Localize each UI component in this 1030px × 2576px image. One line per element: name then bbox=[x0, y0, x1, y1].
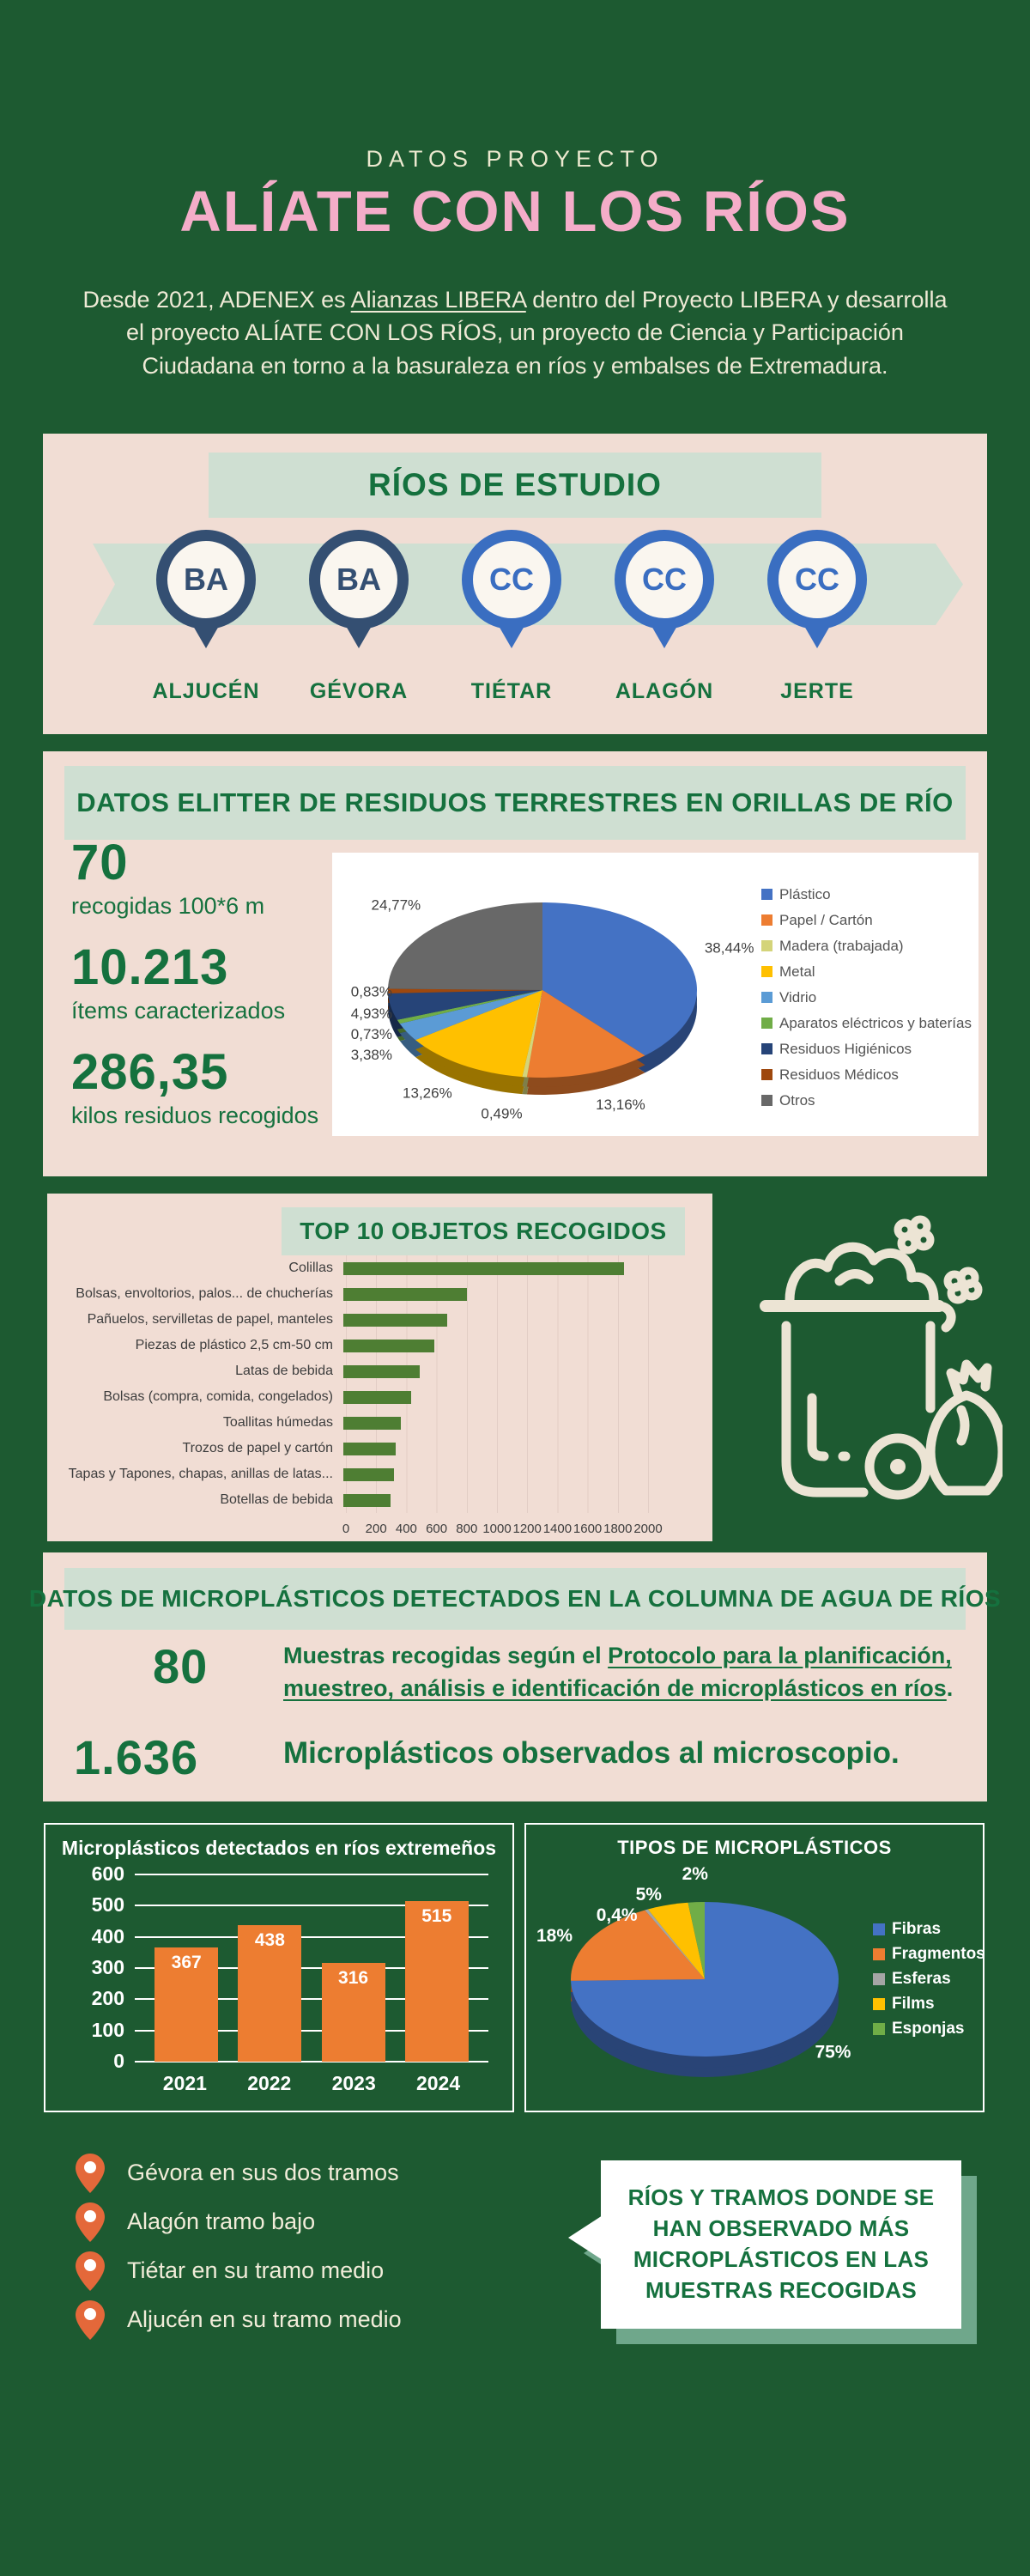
samples-after: . bbox=[946, 1674, 954, 1701]
y-axis-label: 300 bbox=[91, 1956, 124, 1978]
micro-title-banner bbox=[28, 1568, 1002, 1630]
top10-row bbox=[64, 1255, 700, 1281]
location-label: Gévora en sus dos tramos bbox=[127, 2160, 399, 2185]
intro-text bbox=[77, 283, 953, 382]
river-pin-code: CC bbox=[642, 562, 687, 597]
stat-block bbox=[71, 939, 329, 1024]
top10-bar bbox=[343, 1340, 434, 1352]
top10-title-banner bbox=[282, 1207, 685, 1255]
tipos-pie-panel bbox=[524, 1823, 985, 2112]
legend-swatch bbox=[761, 1043, 772, 1054]
micro-panel bbox=[28, 1552, 1002, 1801]
top10-panel bbox=[47, 1194, 712, 1541]
elitter-panel bbox=[43, 751, 987, 1176]
y-axis-label: 100 bbox=[91, 2018, 124, 2041]
top10-category-label: Pañuelos, servilletas de papel, manteles bbox=[87, 1312, 333, 1327]
top10-bar bbox=[343, 1417, 401, 1430]
samples-before: Muestras recogidas según el bbox=[283, 1643, 609, 1668]
map-pin-icon bbox=[76, 2202, 105, 2242]
y-axis-label: 400 bbox=[91, 1924, 124, 1947]
map-pin-icon bbox=[76, 2251, 105, 2291]
top10-track bbox=[343, 1340, 645, 1352]
top10-track bbox=[343, 1262, 645, 1275]
top10-bar bbox=[343, 1391, 411, 1404]
legend-label: Residuos Higiénicos bbox=[779, 1041, 912, 1057]
top10-rows bbox=[64, 1255, 700, 1513]
top10-bar bbox=[343, 1443, 396, 1455]
top10-axis-ticks bbox=[47, 1522, 712, 1539]
top10-category-label: Tapas y Tapones, chapas, anillas de latas... bbox=[68, 1467, 333, 1481]
stat-label: kilos residuos recogidos bbox=[71, 1102, 319, 1128]
elitter-title: DATOS ELITTER DE RESIDUOS TERRESTRES EN ORILLAS DE RÍO bbox=[76, 787, 954, 817]
location-item bbox=[76, 2154, 556, 2192]
top10-row bbox=[64, 1358, 700, 1384]
tipos-pie-chart bbox=[533, 1857, 868, 2111]
top10-category-label: Bolsas, envoltorios, palos... de chucherías bbox=[76, 1286, 333, 1301]
bar-value-label: 316 bbox=[338, 1968, 369, 1988]
axis-tick-label: 1800 bbox=[603, 1522, 633, 1536]
pie-data-label: 4,93% bbox=[350, 1005, 392, 1022]
micro-bars bbox=[135, 1874, 488, 2062]
alianzas-libera-link[interactable]: Alianzas LIBERA bbox=[350, 287, 526, 313]
legend-item bbox=[873, 1946, 985, 1962]
map-pin-tail-icon bbox=[193, 626, 219, 648]
map-pin-icon bbox=[76, 2154, 105, 2193]
river-pin-code: CC bbox=[489, 562, 534, 597]
pie-data-label: 5% bbox=[635, 1885, 662, 1905]
legend-item bbox=[761, 964, 972, 979]
year-label: 2022 bbox=[247, 2072, 292, 2094]
pie-data-label: 0,4% bbox=[596, 1905, 638, 1926]
map-pin-icon bbox=[767, 530, 867, 629]
legend-label: Papel / Cartón bbox=[779, 912, 873, 928]
legend-label: Films bbox=[892, 1995, 935, 2013]
legend-label: Fibras bbox=[892, 1920, 942, 1938]
top10-row bbox=[64, 1436, 700, 1461]
top10-row bbox=[64, 1307, 700, 1333]
river-pin bbox=[615, 530, 714, 648]
legend-item bbox=[873, 2020, 985, 2037]
legend-item bbox=[761, 1042, 972, 1056]
legend-swatch bbox=[761, 992, 772, 1003]
pie-data-label: 18% bbox=[536, 1926, 573, 1947]
legend-swatch bbox=[873, 2023, 885, 2035]
rivers-title: RÍOS DE ESTUDIO bbox=[368, 467, 662, 502]
tipos-legend bbox=[873, 1921, 985, 2045]
top10-track bbox=[343, 1417, 645, 1430]
micro-title: DATOS DE MICROPLÁSTICOS DETECTADOS EN LA COLUMNA DE AGUA DE RÍOS bbox=[28, 1585, 1002, 1612]
river-name: ALJUCÉN bbox=[152, 679, 260, 703]
legend-label: Metal bbox=[779, 963, 815, 980]
location-label: Alagón tramo bajo bbox=[127, 2208, 316, 2234]
year-label: 2024 bbox=[415, 2072, 461, 2094]
protocolo-link[interactable]: Protocolo para la planificación, muestreo, análisis e identificación de microplásticos en ríos bbox=[283, 1643, 952, 1701]
rivers-title-banner bbox=[209, 453, 821, 518]
top10-bar bbox=[343, 1468, 394, 1481]
map-pin-icon bbox=[309, 530, 409, 629]
map-pin-tail-icon bbox=[499, 626, 524, 648]
top10-bar bbox=[343, 1314, 447, 1327]
top10-category-label: Colillas bbox=[288, 1261, 333, 1275]
legend-swatch bbox=[761, 966, 772, 977]
river-pin bbox=[156, 530, 256, 648]
legend-swatch bbox=[761, 1095, 772, 1106]
top10-row bbox=[64, 1410, 700, 1436]
map-pin-icon bbox=[156, 530, 256, 629]
pie-data-label: 13,26% bbox=[403, 1084, 452, 1102]
pie-data-label: 24,77% bbox=[371, 896, 421, 914]
trash-illustration bbox=[736, 1204, 1003, 1530]
stat-value: 10.213 bbox=[71, 939, 229, 995]
top10-track bbox=[343, 1365, 645, 1378]
top10-category-label: Toallitas húmedas bbox=[222, 1415, 333, 1430]
micro-bar bbox=[154, 1947, 218, 2062]
map-pin-icon bbox=[76, 2300, 105, 2340]
year-label: 2021 bbox=[162, 2072, 207, 2094]
legend-swatch bbox=[761, 1018, 772, 1029]
bar-value-label: 515 bbox=[421, 1906, 452, 1926]
river-name: ALAGÓN bbox=[615, 679, 714, 703]
bar-value-label: 367 bbox=[171, 1953, 202, 1972]
legend-label: Residuos Médicos bbox=[779, 1066, 899, 1083]
legend-item bbox=[873, 1996, 985, 2012]
legend-swatch bbox=[873, 1923, 885, 1935]
elitter-stats bbox=[71, 837, 329, 1151]
map-pin-icon bbox=[615, 530, 714, 629]
map-pin-tail-icon bbox=[346, 626, 372, 648]
river-pin bbox=[462, 530, 561, 648]
top10-category-label: Trozos de papel y cartón bbox=[182, 1441, 333, 1455]
axis-tick-label: 2000 bbox=[633, 1522, 663, 1536]
top10-bar bbox=[343, 1262, 624, 1275]
pie-data-label: 0,73% bbox=[350, 1025, 392, 1042]
y-axis-label: 500 bbox=[91, 1893, 124, 1917]
y-axis-label: 600 bbox=[91, 1862, 124, 1885]
legend-item bbox=[761, 990, 972, 1005]
river-pin-code: BA bbox=[184, 562, 228, 597]
legend-label: Plástico bbox=[779, 886, 831, 902]
river-name: TIÉTAR bbox=[470, 679, 553, 703]
bar-value-label: 438 bbox=[254, 1930, 285, 1950]
river-name: JERTE bbox=[780, 679, 854, 703]
river-pin bbox=[767, 530, 867, 648]
stat-block bbox=[71, 837, 329, 920]
top10-bar bbox=[343, 1365, 420, 1378]
top10-track bbox=[343, 1314, 645, 1327]
top10-category-label: Latas de bebida bbox=[235, 1364, 333, 1378]
top10-category-label: Botellas de bebida bbox=[220, 1492, 333, 1507]
axis-tick-label: 1000 bbox=[482, 1522, 512, 1536]
top10-bar bbox=[343, 1288, 467, 1301]
micro-bar bbox=[405, 1901, 469, 2062]
axis-tick-label: 200 bbox=[365, 1522, 387, 1536]
y-axis-label: 0 bbox=[113, 2050, 124, 2072]
stat-value: 70 bbox=[71, 835, 129, 890]
river-pin-code: CC bbox=[795, 562, 839, 597]
legend-label: Esponjas bbox=[892, 2020, 965, 2038]
location-item bbox=[76, 2251, 556, 2290]
axis-tick-label: 1200 bbox=[512, 1522, 542, 1536]
river-pin bbox=[309, 530, 409, 648]
legend-item bbox=[873, 1971, 985, 1987]
micro-bar-plot bbox=[135, 1874, 488, 2062]
stat-value: 286,35 bbox=[71, 1043, 229, 1100]
legend-label: Aparatos eléctricos y baterías bbox=[779, 1015, 972, 1031]
legend-item bbox=[873, 1921, 985, 1937]
legend-item bbox=[761, 1067, 972, 1082]
river-pin-code: BA bbox=[336, 562, 381, 597]
stat-label: recogidas 100*6 m bbox=[71, 892, 265, 919]
intro-after: dentro del Proyecto LIBERA y desarrolla el proyecto ALÍATE CON LOS RÍOS, un proyecto de Ciencia y Participación Ciudadana en torno a la basuraleza en ríos y embalses de Extremadura. bbox=[126, 287, 948, 379]
legend-label: Vidrio bbox=[779, 989, 817, 1005]
micro-bar bbox=[322, 1963, 385, 2062]
top10-track bbox=[343, 1288, 645, 1301]
legend-item bbox=[761, 913, 972, 927]
legend-swatch bbox=[761, 889, 772, 900]
map-pin-tail-icon bbox=[804, 626, 830, 648]
pie-data-label: 3,38% bbox=[350, 1046, 392, 1063]
observed-stat-value: 1.636 bbox=[74, 1730, 199, 1784]
top10-row bbox=[64, 1281, 700, 1307]
legend-item bbox=[761, 887, 972, 902]
top10-title: TOP 10 OBJETOS RECOGIDOS bbox=[300, 1218, 667, 1244]
bubble-text: RÍOS Y TRAMOS DONDE SE HAN OBSERVADO MÁS MICROPLÁSTICOS EN LAS MUESTRAS RECOGIDAS bbox=[627, 2184, 935, 2303]
legend-swatch bbox=[873, 1973, 885, 1985]
top10-track bbox=[343, 1494, 645, 1507]
legend-swatch bbox=[761, 1069, 772, 1080]
tipos-pie-title: TIPOS DE MICROPLÁSTICOS bbox=[617, 1837, 892, 1858]
pie-data-label: 13,16% bbox=[596, 1097, 645, 1114]
residuos-chart-card bbox=[332, 853, 978, 1136]
legend-label: Esferas bbox=[892, 1970, 951, 1988]
micro-bar-panel bbox=[44, 1823, 514, 2112]
pie-data-label: 2% bbox=[682, 1864, 708, 1885]
legend-label: Madera (trabajada) bbox=[779, 938, 904, 954]
stat-block bbox=[71, 1043, 329, 1129]
elitter-title-banner bbox=[64, 766, 966, 840]
location-item bbox=[76, 2202, 556, 2241]
axis-tick-label: 800 bbox=[456, 1522, 478, 1536]
river-name: GÉVORA bbox=[309, 679, 409, 703]
bubble-tail bbox=[568, 2215, 603, 2260]
axis-tick-label: 1600 bbox=[573, 1522, 603, 1536]
top10-track bbox=[343, 1391, 645, 1404]
legend-label: Fragmentos bbox=[892, 1945, 985, 1963]
pie-data-label: 38,44% bbox=[704, 939, 754, 957]
top10-bar bbox=[343, 1494, 391, 1507]
pie-data-label: 75% bbox=[815, 2042, 851, 2063]
residuos-legend bbox=[761, 887, 972, 1119]
location-list bbox=[76, 2154, 556, 2349]
legend-label: Otros bbox=[779, 1092, 815, 1109]
top10-category-label: Piezas de plástico 2,5 cm-50 cm bbox=[135, 1338, 333, 1352]
samples-stat-value: 80 bbox=[153, 1639, 209, 1693]
top10-category-label: Bolsas (compra, comida, congelados) bbox=[103, 1389, 333, 1404]
legend-swatch bbox=[873, 1998, 885, 2010]
map-pin-icon bbox=[462, 530, 561, 629]
rivers-panel bbox=[43, 434, 987, 734]
top10-row bbox=[64, 1384, 700, 1410]
top10-track bbox=[343, 1443, 645, 1455]
legend-swatch bbox=[873, 1948, 885, 1960]
axis-tick-label: 400 bbox=[395, 1522, 417, 1536]
axis-tick-label: 1400 bbox=[542, 1522, 573, 1536]
observed-stat-label: Microplásticos observados al microscopio. bbox=[283, 1736, 900, 1770]
map-pin-tail-icon bbox=[651, 626, 677, 648]
legend-item bbox=[761, 939, 972, 953]
legend-swatch bbox=[761, 914, 772, 926]
pie-data-label: 0,49% bbox=[481, 1105, 523, 1122]
speech-bubble bbox=[601, 2160, 961, 2329]
micro-bar-title: Microplásticos detectados en ríos extremeños bbox=[61, 1837, 497, 1859]
header-kicker: DATOS PROYECTO bbox=[366, 146, 664, 172]
axis-tick-label: 600 bbox=[426, 1522, 448, 1536]
year-label: 2023 bbox=[331, 2072, 376, 2094]
top10-track bbox=[343, 1468, 645, 1481]
location-label: Aljucén en su tramo medio bbox=[127, 2306, 402, 2332]
intro-before: Desde 2021, ADENEX es bbox=[82, 287, 351, 313]
location-label: Tiétar en su tramo medio bbox=[127, 2257, 385, 2283]
location-item bbox=[76, 2300, 556, 2339]
y-axis-label: 200 bbox=[91, 1987, 124, 2010]
micro-bar bbox=[238, 1925, 301, 2062]
top10-row bbox=[64, 1461, 700, 1487]
legend-item bbox=[761, 1016, 972, 1030]
axis-tick-label: 0 bbox=[342, 1522, 350, 1536]
top10-row bbox=[64, 1487, 700, 1513]
micro-bar-years bbox=[135, 2072, 488, 2095]
legend-item bbox=[761, 1093, 972, 1108]
stat-label: ítems caracterizados bbox=[71, 997, 286, 1024]
samples-stat-text bbox=[283, 1640, 978, 1705]
pie-data-label: 0,83% bbox=[350, 983, 392, 1000]
legend-swatch bbox=[761, 940, 772, 951]
page-title: ALÍATE CON LOS RÍOS bbox=[179, 179, 851, 244]
top10-row bbox=[64, 1333, 700, 1358]
